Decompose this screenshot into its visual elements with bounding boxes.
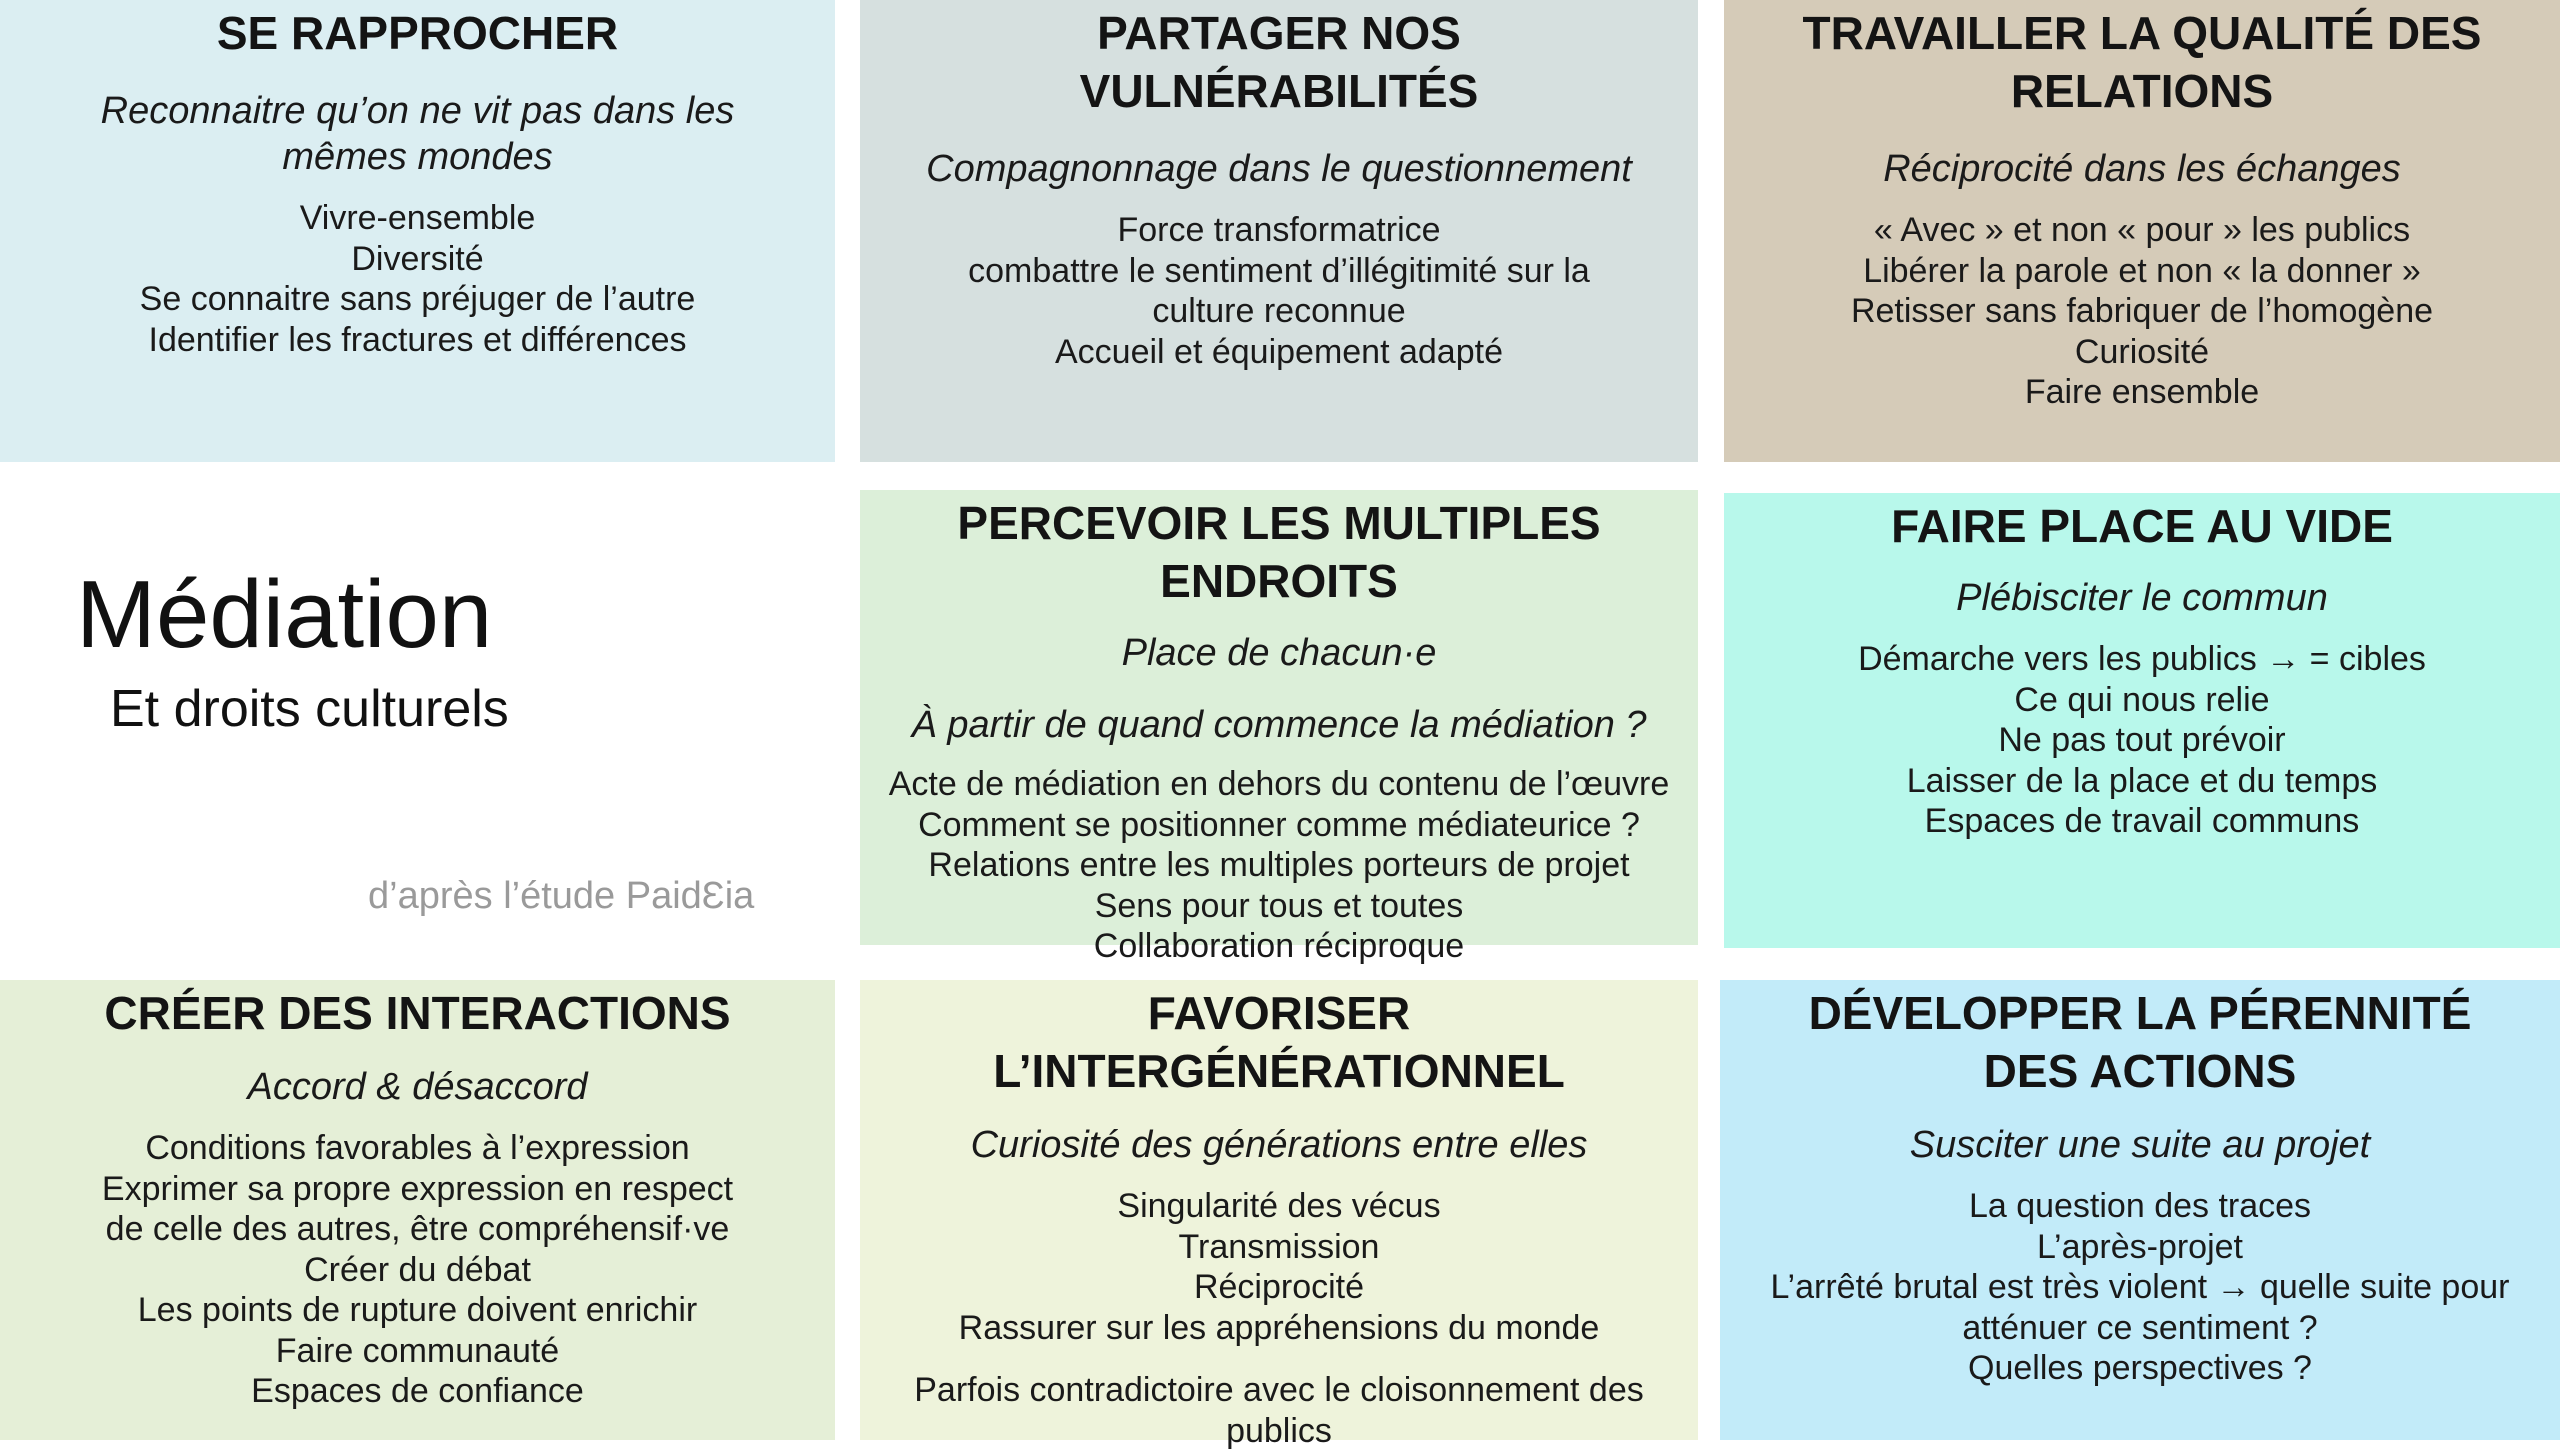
card-se-rapprocher (0, 0, 835, 462)
card-note: Parfois contradictoire avec le cloisonnement des publics (914, 1371, 1644, 1450)
card-percevoir-endroits (860, 490, 1698, 965)
point: Laisser de la place et du temps (1906, 761, 2378, 800)
card-subtitle: Susciter une suite au projet (1909, 1124, 2371, 1166)
card-subtitle: Compagnonnage dans le questionnement (926, 148, 1632, 190)
point: Singularité des vécus (1117, 1187, 1441, 1225)
point: Comment se positionner comme médiateurice ? (918, 805, 1640, 844)
point: Espaces de travail communs (1924, 802, 2360, 840)
point: Les points de rupture doivent enrichir (137, 1291, 698, 1329)
point: L’arrêté brutal est très violent → quelle suite pour atténuer ce sentiment ? (1770, 1268, 2510, 1347)
point: Libérer la parole et non « la donner » (1863, 251, 2421, 290)
point: Démarche vers les publics → = cibles (1858, 640, 2426, 678)
point: Collaboration réciproque (1093, 927, 1465, 965)
point: Créer du débat (304, 1250, 531, 1289)
point: Conditions favorables à l’expression (145, 1129, 690, 1167)
point: La question des traces (1968, 1187, 2312, 1225)
point: Relations entre les multiples porteurs de projet (928, 846, 1630, 884)
card-perennite-actions (1720, 980, 2560, 1440)
point: Acte de médiation en dehors du contenu de l’œuvre (888, 765, 1670, 803)
point: Identifier les fractures et différences (148, 320, 687, 359)
card-points (1770, 1186, 2510, 1389)
card-faire-place-vide (1724, 493, 2560, 948)
point: Se connaitre sans préjuger de l’autre (139, 280, 696, 318)
point: Espaces de confiance (251, 1372, 584, 1410)
card-heading: CRÉER DES INTERACTIONS (104, 987, 731, 1039)
card-points (880, 764, 1678, 967)
point: Sens pour tous et toutes (1094, 886, 1464, 925)
card-heading: PARTAGER NOS VULNÉRABILITÉS (1079, 7, 1479, 117)
point: L’après-projet (2036, 1227, 2243, 1266)
card-subtitle: Curiosité des générations entre elles (970, 1124, 1588, 1166)
point: Quelles perspectives ? (1968, 1349, 2312, 1387)
point: Exprimer sa propre expression en respect de celle des autres, être compréhensif·ve (101, 1169, 734, 1248)
card-points (920, 210, 1638, 372)
card-subtitle: Reconnaitre qu’on ne vit pas dans les mêmes mondes (100, 90, 735, 178)
card-creer-interactions (0, 980, 835, 1440)
point: Accueil et équipement adapté (1055, 332, 1503, 371)
card-heading: DÉVELOPPER LA PÉRENNITÉ DES ACTIONS (1808, 987, 2472, 1097)
card-points (40, 1128, 795, 1412)
point: Rassurer sur les appréhensions du monde (958, 1308, 1600, 1347)
point: Réciprocité (1193, 1268, 1365, 1306)
card-partager-vulnerabilites (860, 0, 1698, 462)
page-subtitle: Et droits culturels (110, 680, 509, 738)
card-subtitle: Réciprocité dans les échanges (1883, 148, 2401, 190)
page-title: Médiation (76, 561, 493, 668)
point: Transmission (1178, 1227, 1380, 1266)
card-points (40, 198, 795, 360)
card-points (1784, 210, 2500, 413)
point: combattre le sentiment d’illégitimité sur la culture reconnue (968, 251, 1590, 330)
card-heading: FAVORISER L’INTERGÉNÉRATIONNEL (993, 987, 1565, 1097)
point: Vivre-ensemble (299, 199, 536, 237)
point: Faire ensemble (2024, 373, 2260, 411)
point: Force transformatrice (1117, 211, 1441, 249)
card-points (880, 1186, 1678, 1348)
card-heading: FAIRE PLACE AU VIDE (1891, 500, 2393, 552)
card-subtitle: Place de chacun·e (1121, 632, 1437, 674)
card-heading: PERCEVOIR LES MULTIPLES ENDROITS (957, 497, 1601, 607)
card-subtitle: Accord & désaccord (247, 1066, 588, 1108)
card-heading: SE RAPPROCHER (216, 7, 619, 59)
point: Diversité (351, 239, 484, 278)
point: Curiosité (2074, 332, 2210, 371)
card-points (1784, 639, 2500, 842)
point: Retisser sans fabriquer de l’homogène (1850, 292, 2434, 330)
point: Ce qui nous relie (2014, 680, 2270, 719)
card-heading: TRAVAILLER LA QUALITÉ DES RELATIONS (1802, 7, 2482, 117)
point: « Avec » et non « pour » les publics (1873, 211, 2411, 249)
card-qualite-relations (1724, 0, 2560, 462)
source-credit: d’après l’étude PaidƐia (368, 875, 755, 917)
card-favoriser-intergenerationnel (860, 980, 1698, 1450)
card-subtitle-2: À partir de quand commence la médiation ? (911, 704, 1647, 746)
point: Ne pas tout prévoir (1998, 721, 2286, 759)
point: Faire communauté (275, 1331, 560, 1370)
card-subtitle: Plébisciter le commun (1956, 577, 2328, 619)
